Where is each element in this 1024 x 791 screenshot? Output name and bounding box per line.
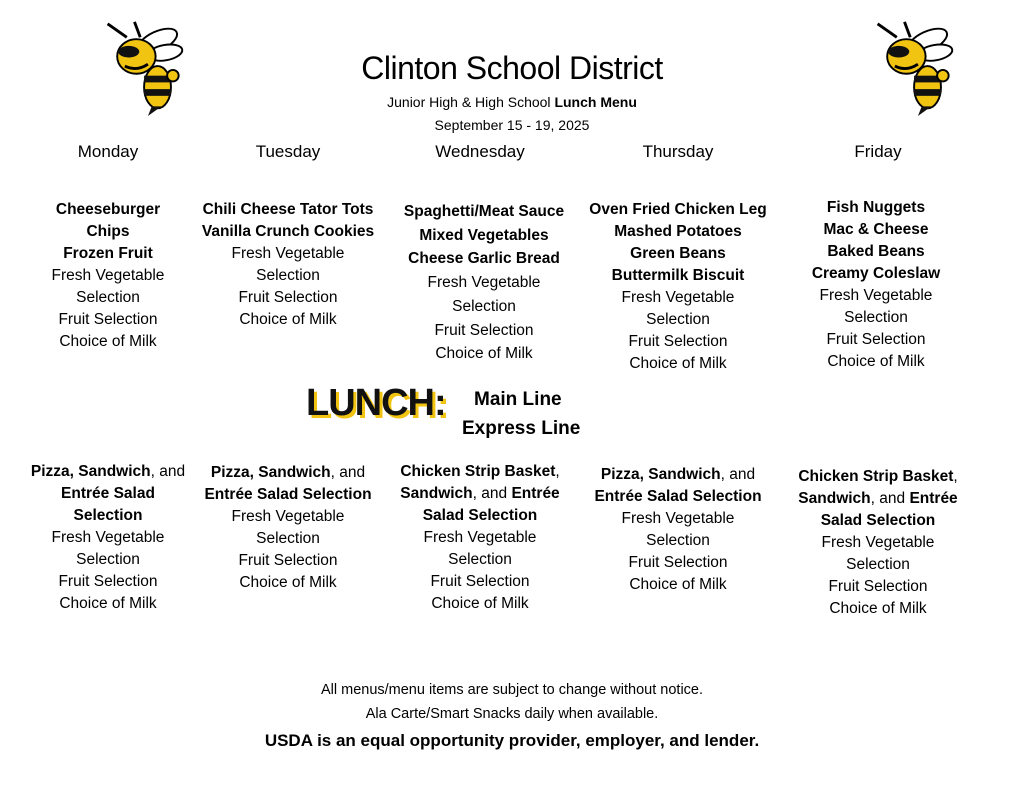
menu-text: Fruit Selection	[828, 578, 928, 595]
menu-item: Spaghetti/Meat Sauce	[403, 203, 565, 220]
day-header-monday: Monday	[77, 142, 139, 161]
menu-item: Choice of Milk	[435, 345, 533, 363]
footer-note-ala-carte: Ala Carte/Smart Snacks daily when available.	[365, 706, 659, 722]
menu-item: Selection	[646, 311, 710, 328]
menu-text: Pizza, Sandwich	[30, 463, 151, 480]
menu-item: Frozen Fruit	[63, 245, 153, 262]
menu-text: ,	[555, 463, 560, 480]
menu-line	[380, 571, 580, 593]
line-labels	[462, 385, 580, 443]
menu-line	[380, 483, 580, 505]
menu-text: Choice of Milk	[431, 595, 529, 612]
menu-line	[778, 510, 978, 532]
menu-line	[8, 549, 208, 571]
menu-text: Fresh Vegetable	[51, 529, 165, 546]
menu-text: Selection	[646, 532, 710, 549]
lunch-banner-word: LUNCH:	[306, 382, 446, 424]
menu-line	[380, 527, 580, 549]
menu-text: Selection	[73, 507, 143, 524]
menu-item: Buttermilk Biscuit	[611, 267, 745, 284]
menu-item: Cheeseburger	[55, 201, 161, 218]
menu-text: Sandwich	[400, 485, 473, 502]
footer-note-change: All menus/menu items are subject to change without notice.	[320, 682, 704, 698]
menu-item: Baked Beans	[827, 243, 925, 260]
menu-text: Salad Selection	[422, 507, 538, 524]
menu-line	[578, 552, 778, 574]
menu-text: Selection	[846, 556, 910, 573]
menu-item: Chili Cheese Tator Tots	[202, 201, 374, 218]
menu-text: Fresh Vegetable	[423, 529, 537, 546]
menu-line	[578, 508, 778, 530]
menu-line	[778, 488, 978, 510]
main-line-thursday	[578, 199, 778, 375]
menu-line	[188, 484, 388, 506]
menu-item: Fresh Vegetable	[51, 267, 165, 284]
menu-item: Fruit Selection	[628, 333, 728, 350]
menu-item: Fruit Selection	[434, 321, 534, 339]
day-header-tuesday: Tuesday	[255, 142, 321, 161]
subtitle-lunch-menu: Lunch Menu	[554, 94, 637, 110]
day-header-thursday: Thursday	[642, 142, 714, 161]
date-range: September 15 - 19, 2025	[434, 117, 590, 133]
menu-text: Choice of Milk	[239, 574, 337, 591]
menu-line	[578, 486, 778, 508]
menu-line	[578, 464, 778, 486]
menu-text: Choice of Milk	[829, 600, 927, 617]
menu-line	[188, 572, 388, 594]
menu-text: Choice of Milk	[59, 595, 157, 612]
menu-item: Choice of Milk	[239, 311, 337, 328]
express-line-thursday	[578, 464, 778, 596]
main-line-friday	[776, 197, 976, 373]
menu-text: Entrée Salad Selection	[204, 486, 372, 503]
menu-text: , and	[720, 466, 756, 483]
main-line-label: Main Line	[474, 389, 562, 410]
menu-text: , and	[472, 485, 512, 502]
menu-text: Salad Selection	[820, 512, 936, 529]
menu-text: Selection	[76, 551, 140, 568]
menu-item: Cheese Garlic Bread	[408, 250, 560, 268]
menu-item: Chips	[86, 223, 130, 240]
menu-line	[8, 571, 208, 593]
menu-text: Pizza, Sandwich	[210, 464, 331, 481]
menu-text: Fresh Vegetable	[231, 508, 345, 525]
menu-text: Choice of Milk	[629, 576, 727, 593]
main-line-wednesday	[384, 200, 584, 366]
menu-item: Creamy Coleslaw	[811, 265, 941, 282]
menu-line	[778, 554, 978, 576]
district-title: Clinton School District	[361, 50, 663, 86]
menu-item: Mashed Potatoes	[614, 223, 742, 240]
menu-line	[778, 466, 978, 488]
menu-text: Sandwich	[798, 490, 871, 507]
menu-line	[778, 576, 978, 598]
menu-text: Pizza, Sandwich	[600, 466, 721, 483]
main-line-monday	[8, 199, 208, 353]
menu-item: Fish Nuggets	[826, 199, 926, 216]
main-line-tuesday	[188, 199, 388, 331]
menu-line	[778, 532, 978, 554]
menu-item: Choice of Milk	[827, 353, 925, 370]
menu-item: Mixed Vegetables	[419, 226, 549, 244]
menu-subtitle	[0, 94, 1024, 110]
menu-line	[380, 549, 580, 571]
express-line-monday	[8, 461, 208, 615]
menu-text: , and	[150, 463, 186, 480]
menu-item: Selection	[256, 267, 320, 284]
menu-line	[380, 461, 580, 483]
menu-item: Oven Fried Chicken Leg	[589, 201, 767, 218]
menu-line	[188, 528, 388, 550]
menu-item: Choice of Milk	[629, 355, 727, 372]
express-line-tuesday	[188, 462, 388, 594]
menu-text: Entrée	[909, 490, 958, 507]
menu-text: Selection	[448, 551, 512, 568]
day-header-friday: Friday	[854, 142, 902, 161]
menu-line	[8, 461, 208, 483]
menu-text: Fruit Selection	[58, 573, 158, 590]
menu-item: Fruit Selection	[58, 311, 158, 328]
menu-text: Chicken Strip Basket	[798, 468, 954, 485]
menu-text: ,	[953, 468, 958, 485]
menu-item: Selection	[452, 297, 516, 315]
menu-line	[578, 530, 778, 552]
menu-text: Fresh Vegetable	[821, 534, 935, 551]
menu-item: Fresh Vegetable	[819, 287, 933, 304]
menu-line	[380, 593, 580, 615]
menu-line	[188, 550, 388, 572]
menu-line	[380, 505, 580, 527]
express-line-friday	[778, 466, 978, 620]
menu-item: Vanilla Crunch Cookies	[201, 223, 375, 240]
menu-text: , and	[870, 490, 910, 507]
menu-item: Selection	[844, 309, 908, 326]
express-line-wednesday	[380, 461, 580, 615]
menu-line	[188, 462, 388, 484]
menu-text: Selection	[256, 530, 320, 547]
day-header-wednesday: Wednesday	[435, 142, 525, 161]
menu-line	[578, 574, 778, 596]
usda-statement: USDA is an equal opportunity provider, employer, and lender.	[264, 731, 760, 750]
express-line-label: Express Line	[462, 418, 581, 439]
menu-item: Fruit Selection	[826, 331, 926, 348]
menu-line	[188, 506, 388, 528]
menu-text: Chicken Strip Basket	[400, 463, 556, 480]
menu-item: Selection	[76, 289, 140, 306]
menu-item: Green Beans	[630, 245, 726, 262]
menu-text: Fresh Vegetable	[621, 510, 735, 527]
menu-item: Fruit Selection	[238, 289, 338, 306]
menu-text: , and	[330, 464, 366, 481]
menu-line	[8, 593, 208, 615]
menu-line	[8, 483, 208, 505]
menu-text: Entrée	[511, 485, 560, 502]
menu-text: Entrée Salad Selection	[594, 488, 762, 505]
menu-line	[8, 505, 208, 527]
menu-item: Fresh Vegetable	[427, 274, 541, 292]
menu-item: Mac & Cheese	[823, 221, 929, 238]
menu-text: Fruit Selection	[628, 554, 728, 571]
menu-text: Fruit Selection	[430, 573, 530, 590]
menu-line	[8, 527, 208, 549]
menu-text: Entrée Salad	[61, 485, 155, 502]
menu-item: Choice of Milk	[59, 333, 157, 350]
subtitle-prefix: Junior High & High School	[387, 94, 555, 110]
menu-item: Fresh Vegetable	[231, 245, 345, 262]
menu-item: Fresh Vegetable	[621, 289, 735, 306]
menu-text: Fruit Selection	[238, 552, 338, 569]
menu-line	[778, 598, 978, 620]
